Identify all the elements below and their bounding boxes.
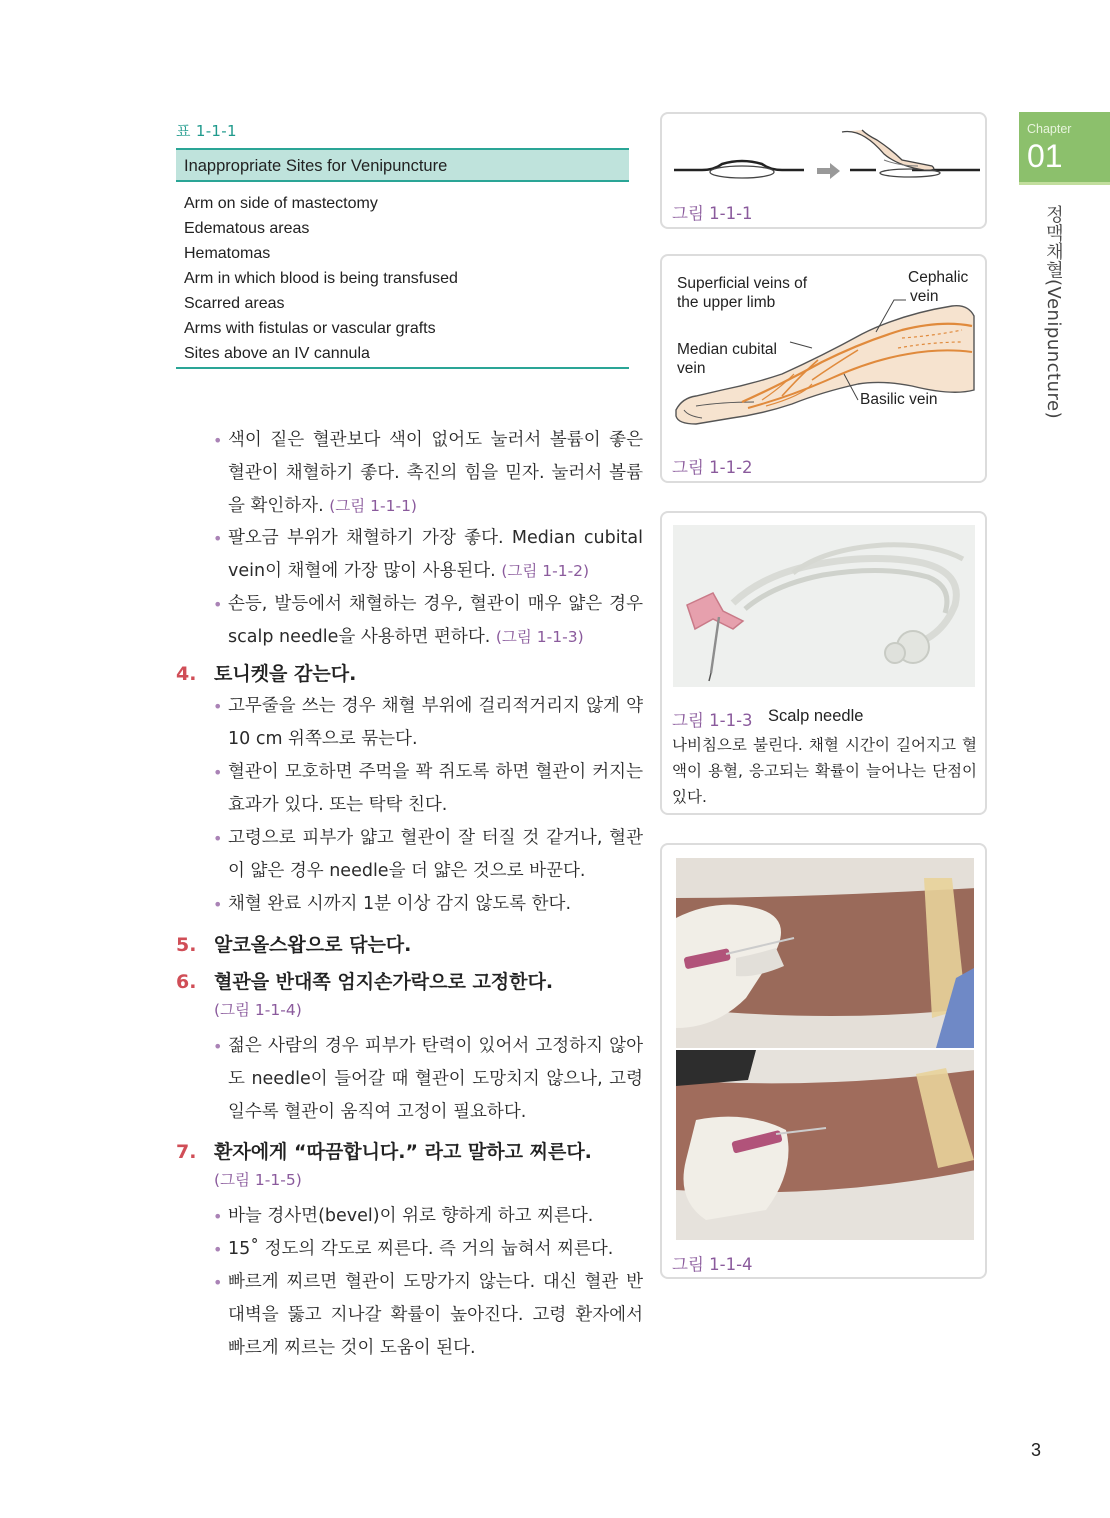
page-number: 3: [1031, 1440, 1042, 1460]
label-line: vein: [677, 360, 706, 377]
label-line: Cephalic: [908, 269, 969, 286]
figure-1-1-4: [660, 843, 987, 1279]
venipuncture-image-bottom: [676, 1050, 974, 1240]
figure-ref: (그림 1-1-3): [495, 628, 584, 646]
bullet-tourniquet: [213, 690, 643, 756]
table-row: Arm on side of mastectomy: [184, 195, 378, 212]
bullet-palpation: [213, 424, 643, 523]
label-superficial-veins: [677, 274, 807, 312]
bullet-dot: •: [213, 829, 223, 848]
label-line: vein: [910, 288, 939, 305]
bullet-dot: •: [213, 431, 223, 450]
chapter-label: Chapter: [1027, 122, 1072, 136]
table-bottom-rule: [176, 367, 629, 369]
bullet-dot: •: [213, 1240, 223, 1259]
chapter-tab: [1019, 112, 1110, 182]
step-number: 4.: [176, 663, 197, 685]
bullet-duration: [213, 888, 643, 921]
bullet-text: 색이 짙은 혈관보다 색이 없어도 눌러서 볼륨이 좋은 혈관이 채혈하기 좋다. 촉진의 힘을 믿자. 눌러서 볼륨을 확인하자.: [228, 430, 643, 516]
table-row: Edematous areas: [184, 220, 310, 237]
bullet-dot: •: [213, 763, 223, 782]
table-header-text: Inappropriate Sites for Venipuncture: [184, 157, 448, 175]
label-cephalic-vein: [908, 268, 968, 306]
chapter-side-title: 정맥채혈(Venipuncture): [1043, 205, 1064, 420]
venipuncture-photo-top: [676, 858, 974, 1048]
bullet-elderly: [213, 822, 643, 888]
bullet-median-cubital: [213, 522, 643, 588]
bullet-dot: •: [213, 1207, 223, 1226]
bullet-text: 팔오금 부위가 채혈하기 가장 좋다. Median cubital vein이 채혈에 가장 많이 사용된다.: [228, 528, 643, 581]
palpation-illustration: [662, 120, 985, 200]
figure-caption: 그림 1-1-1: [672, 204, 753, 223]
bullet-fist: [213, 756, 643, 822]
step-title: 토니켓을 감는다.: [214, 663, 357, 685]
bullet-text: 젊은 사람의 경우 피부가 탄력이 있어서 고정하지 않아도 needle이 들어갈 때 혈관이 도망치지 않으나, 고령일수록 혈관이 움직여 고정이 필요하다.: [228, 1036, 643, 1122]
step-number: 6.: [176, 971, 197, 993]
figure-caption: 그림 1-1-2: [672, 458, 753, 477]
bullet-text: 손등, 발등에서 채혈하는 경우, 혈관이 매우 얇은 경우 scalp needle을 사용하면 편하다.: [228, 594, 643, 647]
step-number: 5.: [176, 934, 197, 956]
table-row: Hematomas: [184, 245, 271, 262]
figure-caption-title: Scalp needle: [768, 707, 864, 725]
step-7: [176, 1137, 592, 1164]
table-header: [176, 148, 629, 182]
bullet-text: 고무줄을 쓰는 경우 채혈 부위에 걸리적거리지 않게 약 10 cm 위쪽으로 묶는다.: [228, 696, 643, 749]
bullet-dot: •: [213, 697, 223, 716]
scalp-needle-photo: [673, 525, 975, 687]
figure-ref: (그림 1-1-5): [214, 1171, 302, 1189]
figure-description: 나비침으로 불린다. 채혈 시간이 길어지고 혈액이 용혈, 응고되는 확률이 늘어나는 단점이 있다.: [672, 736, 977, 806]
step-title: 알코올스왑으로 닦는다.: [214, 934, 412, 956]
figure-1-1-2: [660, 254, 987, 483]
bullet-angle: [213, 1233, 643, 1266]
bullet-young: [213, 1030, 643, 1129]
bullet-bevel: [213, 1200, 643, 1233]
bullet-dot: •: [213, 895, 223, 914]
label-line: the upper limb: [677, 294, 776, 311]
bullet-scalp-needle: [213, 588, 643, 654]
label-median-cubital-vein: [677, 340, 777, 378]
figure-ref: (그림 1-1-2): [501, 562, 590, 580]
figure-ref: (그림 1-1-1): [329, 497, 417, 515]
table-row: Sites above an IV cannula: [184, 345, 370, 362]
step-4: [176, 659, 356, 686]
table-label: 표 1-1-1: [176, 122, 237, 140]
table-row: Arms with fistulas or vascular grafts: [184, 320, 436, 337]
bullet-text: 바늘 경사면(bevel)이 위로 향하게 하고 찌른다.: [228, 1206, 594, 1226]
step-6: [176, 967, 553, 994]
bullet-dot: •: [213, 1273, 223, 1292]
table-body: [184, 191, 458, 366]
step-title: 환자에게 “따끔합니다.” 라고 말하고 찌른다.: [214, 1141, 592, 1163]
scalp-needle-image: [673, 525, 975, 687]
bullet-text: 15˚ 정도의 각도로 찌른다. 즉 거의 눕혀서 찌른다.: [228, 1239, 614, 1259]
venipuncture-photo-bottom: [676, 1050, 974, 1240]
chapter-number: 01: [1027, 138, 1063, 174]
table-row: Arm in which blood is being transfused: [184, 270, 458, 287]
label-line: Superficial veins of: [677, 275, 808, 292]
label-line: Median cubital: [677, 341, 777, 358]
figure-1-1-1: [660, 112, 987, 229]
figure-caption: 그림 1-1-4: [672, 1255, 753, 1274]
venipuncture-image-top: [676, 858, 974, 1048]
figure-1-1-3: [660, 511, 987, 815]
bullet-dot: •: [213, 595, 223, 614]
chapter-tab-underline: [1019, 182, 1110, 185]
bullet-speed: [213, 1266, 643, 1365]
bullet-text: 고령으로 피부가 얇고 혈관이 잘 터질 것 같거나, 혈관이 얇은 경우 needle을 더 얇은 것으로 바꾼다.: [228, 828, 643, 881]
step-5: [176, 930, 411, 957]
step-title: 혈관을 반대쪽 엄지손가락으로 고정한다.: [214, 971, 554, 993]
figure-ref: (그림 1-1-4): [214, 1001, 302, 1019]
label-basilic-vein: Basilic vein: [860, 391, 938, 408]
bullet-dot: •: [213, 529, 223, 548]
bullet-text: 혈관이 모호하면 주먹을 꽉 쥐도록 하면 혈관이 커지는 효과가 있다. 또는 탁탁 친다.: [228, 762, 643, 815]
bullet-text: 채혈 완료 시까지 1분 이상 감지 않도록 한다.: [228, 894, 572, 914]
bullet-text: 빠르게 찌르면 혈관이 도망가지 않는다. 대신 혈관 반대벽을 뚫고 지나갈 확률이 높아진다. 고령 환자에서 빠르게 찌르는 것이 도움이 된다.: [228, 1272, 643, 1358]
figure-caption-number: 그림 1-1-3: [672, 711, 753, 730]
step-number: 7.: [176, 1141, 197, 1163]
bullet-dot: •: [213, 1037, 223, 1056]
table-row: Scarred areas: [184, 295, 285, 312]
